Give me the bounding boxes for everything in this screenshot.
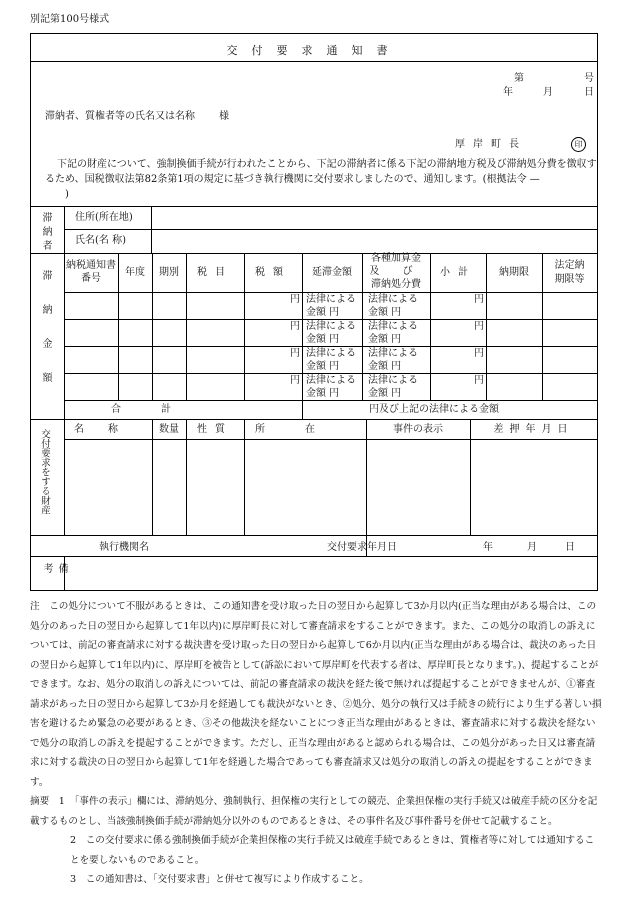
divider	[64, 229, 597, 230]
divider	[31, 556, 597, 557]
divider	[64, 556, 65, 590]
divider	[152, 253, 153, 400]
late-fee-law: 法律による	[306, 294, 356, 305]
tax-yen: 円	[290, 348, 300, 359]
fees-amount: 金額 円	[368, 307, 402, 318]
body-text-line3: )	[65, 189, 69, 200]
item1-text: 「事件の表示」欄には、滞納処分、強制執行、担保権の実行としての競売、企業担保権の実行手続又は破産手続の区分を記載するものとし、当該強制換価手続が滞納処分以外のものであるときは、その事件名及び事件番号を併せて記載すること。	[30, 796, 598, 827]
late-fee-amount: 金額 円	[306, 388, 340, 399]
subtotal-yen: 円	[474, 321, 484, 332]
remarks-label: 備考	[41, 563, 67, 577]
header-property-name: 名称	[74, 424, 142, 435]
divider	[542, 253, 543, 400]
note-heading: 注	[30, 601, 40, 612]
divider	[186, 419, 187, 535]
late-fee-law: 法律による	[306, 348, 356, 359]
divider	[430, 253, 431, 400]
subtotal-yen: 円	[474, 348, 484, 359]
request-day: 日	[565, 542, 575, 553]
fees-law: 法律による	[368, 321, 418, 332]
header-subtotal: 小計	[440, 267, 476, 278]
header-tax-amount: 税額	[255, 267, 291, 278]
late-fee-amount: 金額 円	[306, 361, 340, 372]
header-fiscal-year: 年度	[125, 267, 145, 278]
arrears-section-label: 滞納金額	[40, 270, 51, 406]
header-fees-line2: 及 び	[369, 266, 423, 277]
subtotal-yen: 円	[474, 375, 484, 386]
issuer-name: 厚岸町長	[455, 139, 527, 150]
divider	[486, 253, 487, 400]
date-day: 日	[584, 87, 594, 98]
divider	[31, 253, 597, 254]
body-text-line1: 下記の財産について、強制換価手続が行われたことから、下記の滞納者に係る下記の滞納地方税及び滞納処分費を徴収す	[57, 159, 597, 170]
header-legal-due-line1: 法定納	[554, 260, 585, 271]
header-legal-due-line2: 期限等	[554, 274, 585, 285]
divider	[64, 439, 597, 440]
request-date-label: 交付要求年月日	[327, 542, 397, 553]
divider	[186, 253, 187, 400]
tax-yen: 円	[290, 321, 300, 332]
late-fee-law: 法律による	[306, 321, 356, 332]
divider	[31, 419, 597, 420]
tax-yen: 円	[290, 375, 300, 386]
header-period: 期別	[159, 267, 179, 278]
total-label: 合計	[111, 404, 211, 415]
summary-item-3	[30, 870, 602, 890]
note-paragraph	[30, 597, 602, 792]
seal-mark: 印	[571, 137, 586, 152]
summary-item-1	[30, 792, 602, 831]
divider	[470, 419, 471, 535]
header-quantity: 数量	[159, 424, 179, 435]
header-location: 所在	[255, 424, 355, 435]
divider	[31, 61, 597, 62]
address-label: 住所(所在地)	[75, 212, 133, 223]
divider	[64, 419, 65, 535]
item2-text: この交付要求に係る強制換価手続が企業担保権の実行手続又は破産手続であるときは、質権者等に対しては通知することを要しないものであること。	[70, 835, 595, 866]
agency-label: 執行機関名	[99, 542, 149, 553]
notice-form	[30, 33, 598, 591]
form-label: 別記第100号様式	[30, 14, 110, 25]
fees-law: 法律による	[368, 375, 418, 386]
late-fee-amount: 金額 円	[306, 334, 340, 345]
header-due-date: 納期限	[499, 267, 529, 278]
fees-law: 法律による	[368, 294, 418, 305]
late-fee-amount: 金額 円	[306, 307, 340, 318]
summary-item-2	[30, 831, 602, 870]
item3-no: 3	[70, 874, 77, 885]
divider	[362, 253, 363, 400]
item1-no: 1	[58, 796, 65, 807]
divider	[31, 206, 597, 207]
fees-law: 法律による	[368, 348, 418, 359]
property-section-label: 交付要求をする財産	[39, 429, 50, 515]
divider	[244, 419, 245, 535]
subtotal-yen: 円	[474, 294, 484, 305]
taxpayer-section-label: 滞納者	[40, 212, 51, 254]
divider	[118, 253, 119, 400]
notes	[30, 597, 602, 890]
fees-amount: 金額 円	[368, 388, 402, 399]
page-title: 交付要求通知書	[226, 44, 402, 57]
doc-number-dai: 第	[514, 73, 524, 84]
header-fees-line3: 滞納処分費	[371, 279, 421, 290]
request-year: 年	[483, 542, 493, 553]
divider	[244, 253, 245, 400]
tax-yen: 円	[290, 294, 300, 305]
header-nature: 性質	[197, 424, 233, 435]
divider	[31, 535, 597, 536]
body-text-line2: るため、国税徴収法第82条第1項の規定に基づき執行機関に交付要求しましたので、通知します。(根拠法令 —	[45, 174, 540, 185]
divider	[302, 253, 303, 419]
name-label: 氏名(名 称)	[75, 235, 126, 246]
request-month: 月	[527, 542, 537, 553]
header-late-fee: 延滞金額	[312, 267, 352, 278]
divider	[64, 400, 597, 401]
addressee-sama: 様	[219, 111, 229, 122]
header-seizure-date: 差押年月日	[493, 424, 574, 435]
summary-heading: 摘要	[30, 796, 50, 807]
header-notice-no: 納税通知書番号	[66, 260, 116, 284]
fees-amount: 金額 円	[368, 361, 402, 372]
date-month: 月	[543, 87, 553, 98]
item2-no: 2	[70, 835, 77, 846]
addressee-label: 滞納者、質権者等の氏名又は名称	[45, 111, 195, 122]
doc-number-go: 号	[584, 73, 594, 84]
total-note: 円及び上記の法律による金額	[369, 404, 499, 415]
late-fee-law: 法律による	[306, 375, 356, 386]
header-case-label: 事件の表示	[393, 424, 443, 435]
header-fees-line1: 各種加算金	[371, 253, 421, 264]
item3-text: この通知書は、「交付要求書」と併せて複写により作成すること。	[85, 874, 369, 885]
date-year: 年	[503, 87, 513, 98]
fees-amount: 金額 円	[368, 334, 402, 345]
header-tax-item: 税目	[197, 267, 233, 278]
note-text: この処分について不服があるときは、この通知書を受け取った日の翌日から起算して3か月以内(正当な理由がある場合は、この処分のあった日の翌日から起算して1年以内)に厚岸町長に対して審査請求をすることができます。また、この処分の取消しの訴えについては、前記の審査請求に対する裁決書を受け取った日の翌日から起算して6か月以内(正当な理由がある場合は、裁決のあった日の翌日から起算して1年以内)に、厚岸町を被告として(訴訟において厚岸町を代表する者は、厚岸町長となります。)、提起することができます。なお、処分の取消しの訴えについては、前記の審査請求の裁決を経た後で無ければ提起することができませんが、①審査請求があった日の翌日から起算して3か月を経過しても裁決がないとき、②処分、処分の執行又は手続きの続行により生ずる著しい損害を避けるため緊急の必要があるとき、③その他裁決を経ないことにつき正当な理由があるときは、審査請求に対する裁決を経ないで処分の取消しの訴えを提起することができます。ただし、正当な理由があると認められる場合は、この処分があった日又は審査請求に対する裁決の日の翌日から起算して1年を経過した場合であっても審査請求又は処分の取消しの訴えの提起をすることができます。	[30, 601, 602, 788]
divider	[152, 419, 153, 535]
